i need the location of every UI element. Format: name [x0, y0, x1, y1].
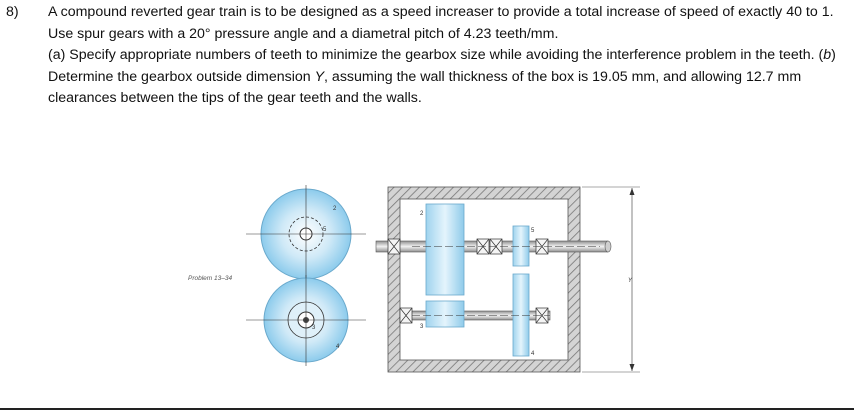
- label-gear-2-section: 2: [420, 211, 424, 217]
- gear-4-body: [513, 274, 529, 356]
- part-b-end: , assuming the wall thickness of the box is 19.05 mm, and allowing 12.7 mm clearances between the tips of the gear teeth and the walls.: [48, 68, 802, 106]
- section-view: [376, 187, 611, 372]
- problem-body: [48, 2, 842, 110]
- part-b-letter: b: [823, 47, 832, 63]
- label-gear-5-section: 5: [531, 228, 535, 234]
- label-gear-4-end: 4: [336, 344, 340, 350]
- label-gear-3-end: 3: [312, 325, 316, 331]
- label-gear-3-section: 3: [420, 324, 424, 330]
- figure-caption: Problem 13–34: [188, 275, 233, 282]
- shaft-end: [605, 241, 611, 252]
- label-gear-4-section: 4: [531, 351, 535, 357]
- dimension-y-label: Y: [628, 278, 633, 284]
- gearbox-interior: [400, 199, 568, 360]
- dimension-symbol: Y: [314, 68, 325, 85]
- part-b-text: ) Determine the gearbox outside dimension: [48, 47, 836, 85]
- gear-train-figure: [180, 180, 650, 385]
- label-gear-2-end: 2: [333, 206, 337, 212]
- end-view: [246, 185, 366, 366]
- problem-statement: [6, 2, 842, 110]
- problem-number: 8): [6, 4, 19, 20]
- dimension-y: [582, 187, 640, 372]
- gear-5-body: [513, 226, 529, 266]
- label-gear-5-end: 5: [323, 227, 327, 233]
- gear-3-body: [426, 301, 464, 327]
- gear-train-diagram: [180, 180, 650, 385]
- part-a-text: (a) Specify appropriate numbers of teeth to minimize the gearbox size while avoiding the interference problem in the teeth. (: [48, 47, 824, 63]
- bottom-border: [0, 408, 854, 410]
- gear-2-body: [426, 204, 464, 295]
- problem-intro: A compound reverted gear train is to be designed as a speed increaser to provide a total increase of speed of exactly 40 to 1. Use spur gears with a 20° pressure angle and a diametral pitch of 4.23 teeth/mm.: [48, 4, 834, 42]
- problem-parts: [48, 45, 842, 110]
